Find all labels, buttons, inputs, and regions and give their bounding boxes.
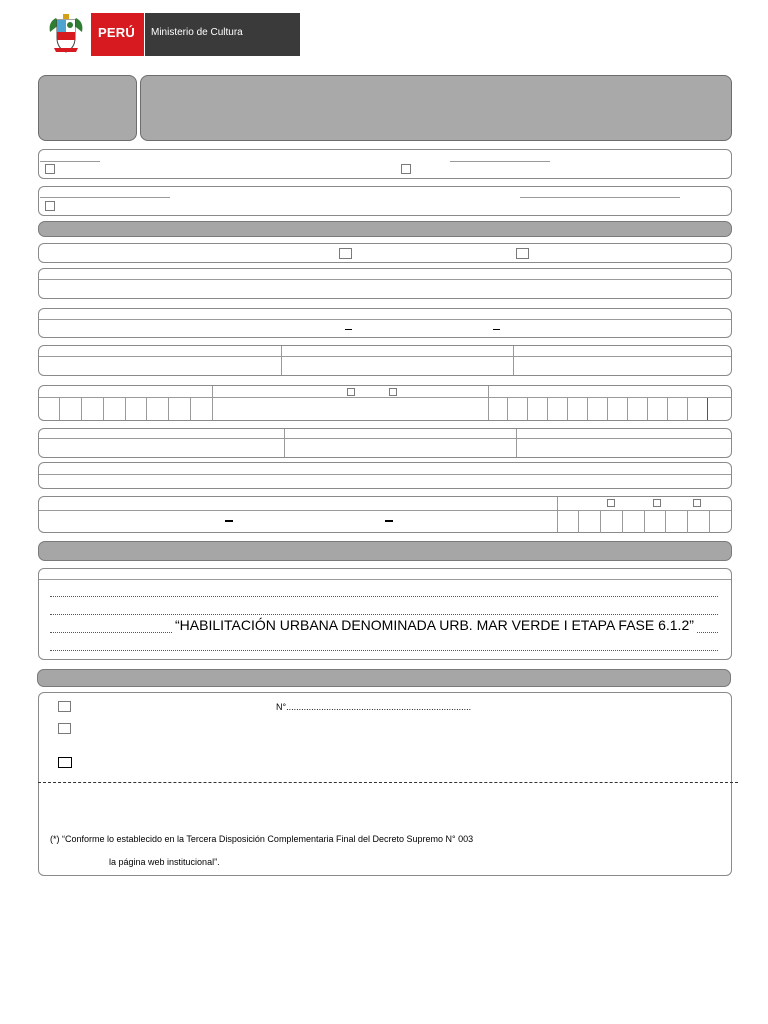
document-option-3-checkbox[interactable] (58, 757, 72, 768)
representative-box (38, 428, 732, 458)
procedure-option-2-checkbox[interactable] (401, 164, 411, 174)
document-option-1-checkbox[interactable] (58, 701, 71, 712)
form-title-panel (140, 75, 732, 141)
divider (513, 346, 514, 375)
dotted-line (50, 596, 718, 597)
divider (450, 161, 550, 162)
divider (39, 474, 731, 475)
ministry-label: Ministerio de Cultura (151, 27, 243, 38)
divider (516, 429, 517, 457)
rep-cells[interactable] (557, 511, 731, 533)
id-type-option-2-checkbox[interactable] (389, 388, 397, 396)
procedure-option-1-checkbox[interactable] (45, 164, 55, 174)
legal-note-line-2: la página web institucional”. (109, 857, 220, 867)
divider (520, 197, 680, 198)
separator-dash (345, 329, 352, 330)
request-type-box (38, 186, 732, 216)
applicant-type-box (38, 243, 732, 263)
divider (281, 346, 282, 375)
dashed-separator (38, 782, 738, 783)
id-number-cells[interactable] (38, 398, 212, 420)
applicant-section-bar (38, 221, 732, 237)
separator-dash (225, 520, 233, 522)
separator-dash (385, 520, 393, 522)
email-box (38, 462, 732, 489)
divider (212, 386, 213, 420)
applicant-document-box (38, 308, 732, 338)
documents-box (38, 692, 732, 876)
divider (39, 319, 731, 320)
rep-option-2-checkbox[interactable] (653, 499, 661, 507)
divider (40, 197, 170, 198)
divider (40, 161, 100, 162)
procedure-type-box (38, 149, 732, 179)
divider (39, 579, 731, 580)
document-option-2-checkbox[interactable] (58, 723, 71, 734)
divider (284, 429, 285, 457)
project-title-text: “HABILITACIÓN URBANA DENOMINADA URB. MAR VERDE I ETAPA FASE 6.1.2” (175, 617, 694, 633)
applicant-name-box (38, 268, 732, 299)
peru-label: PERÚ (98, 25, 135, 40)
coat-of-arms-logo (46, 14, 86, 56)
rep-option-1-checkbox[interactable] (607, 499, 615, 507)
project-section-bar (38, 541, 732, 561)
dotted-line (50, 614, 718, 615)
phone-number-cells[interactable] (488, 398, 708, 420)
id-type-option-1-checkbox[interactable] (347, 388, 355, 396)
rep-option-3-checkbox[interactable] (693, 499, 701, 507)
divider (39, 279, 731, 280)
divider (39, 356, 731, 357)
dotted-line (50, 650, 718, 651)
request-option-checkbox[interactable] (45, 201, 55, 211)
applicant-address-box (38, 345, 732, 376)
separator-dash (493, 329, 500, 330)
document-number-label: N°.......................................................................... (276, 702, 472, 712)
form-code-panel (38, 75, 137, 141)
legal-entity-checkbox[interactable] (516, 248, 529, 259)
divider (39, 438, 731, 439)
legal-note-line-1: (*) “Conforme lo establecido en la Tercera Disposición Complementaria Final del Decreto Supremo N° 003 (50, 834, 474, 844)
natural-person-checkbox[interactable] (339, 248, 352, 259)
documents-section-bar (37, 669, 731, 687)
